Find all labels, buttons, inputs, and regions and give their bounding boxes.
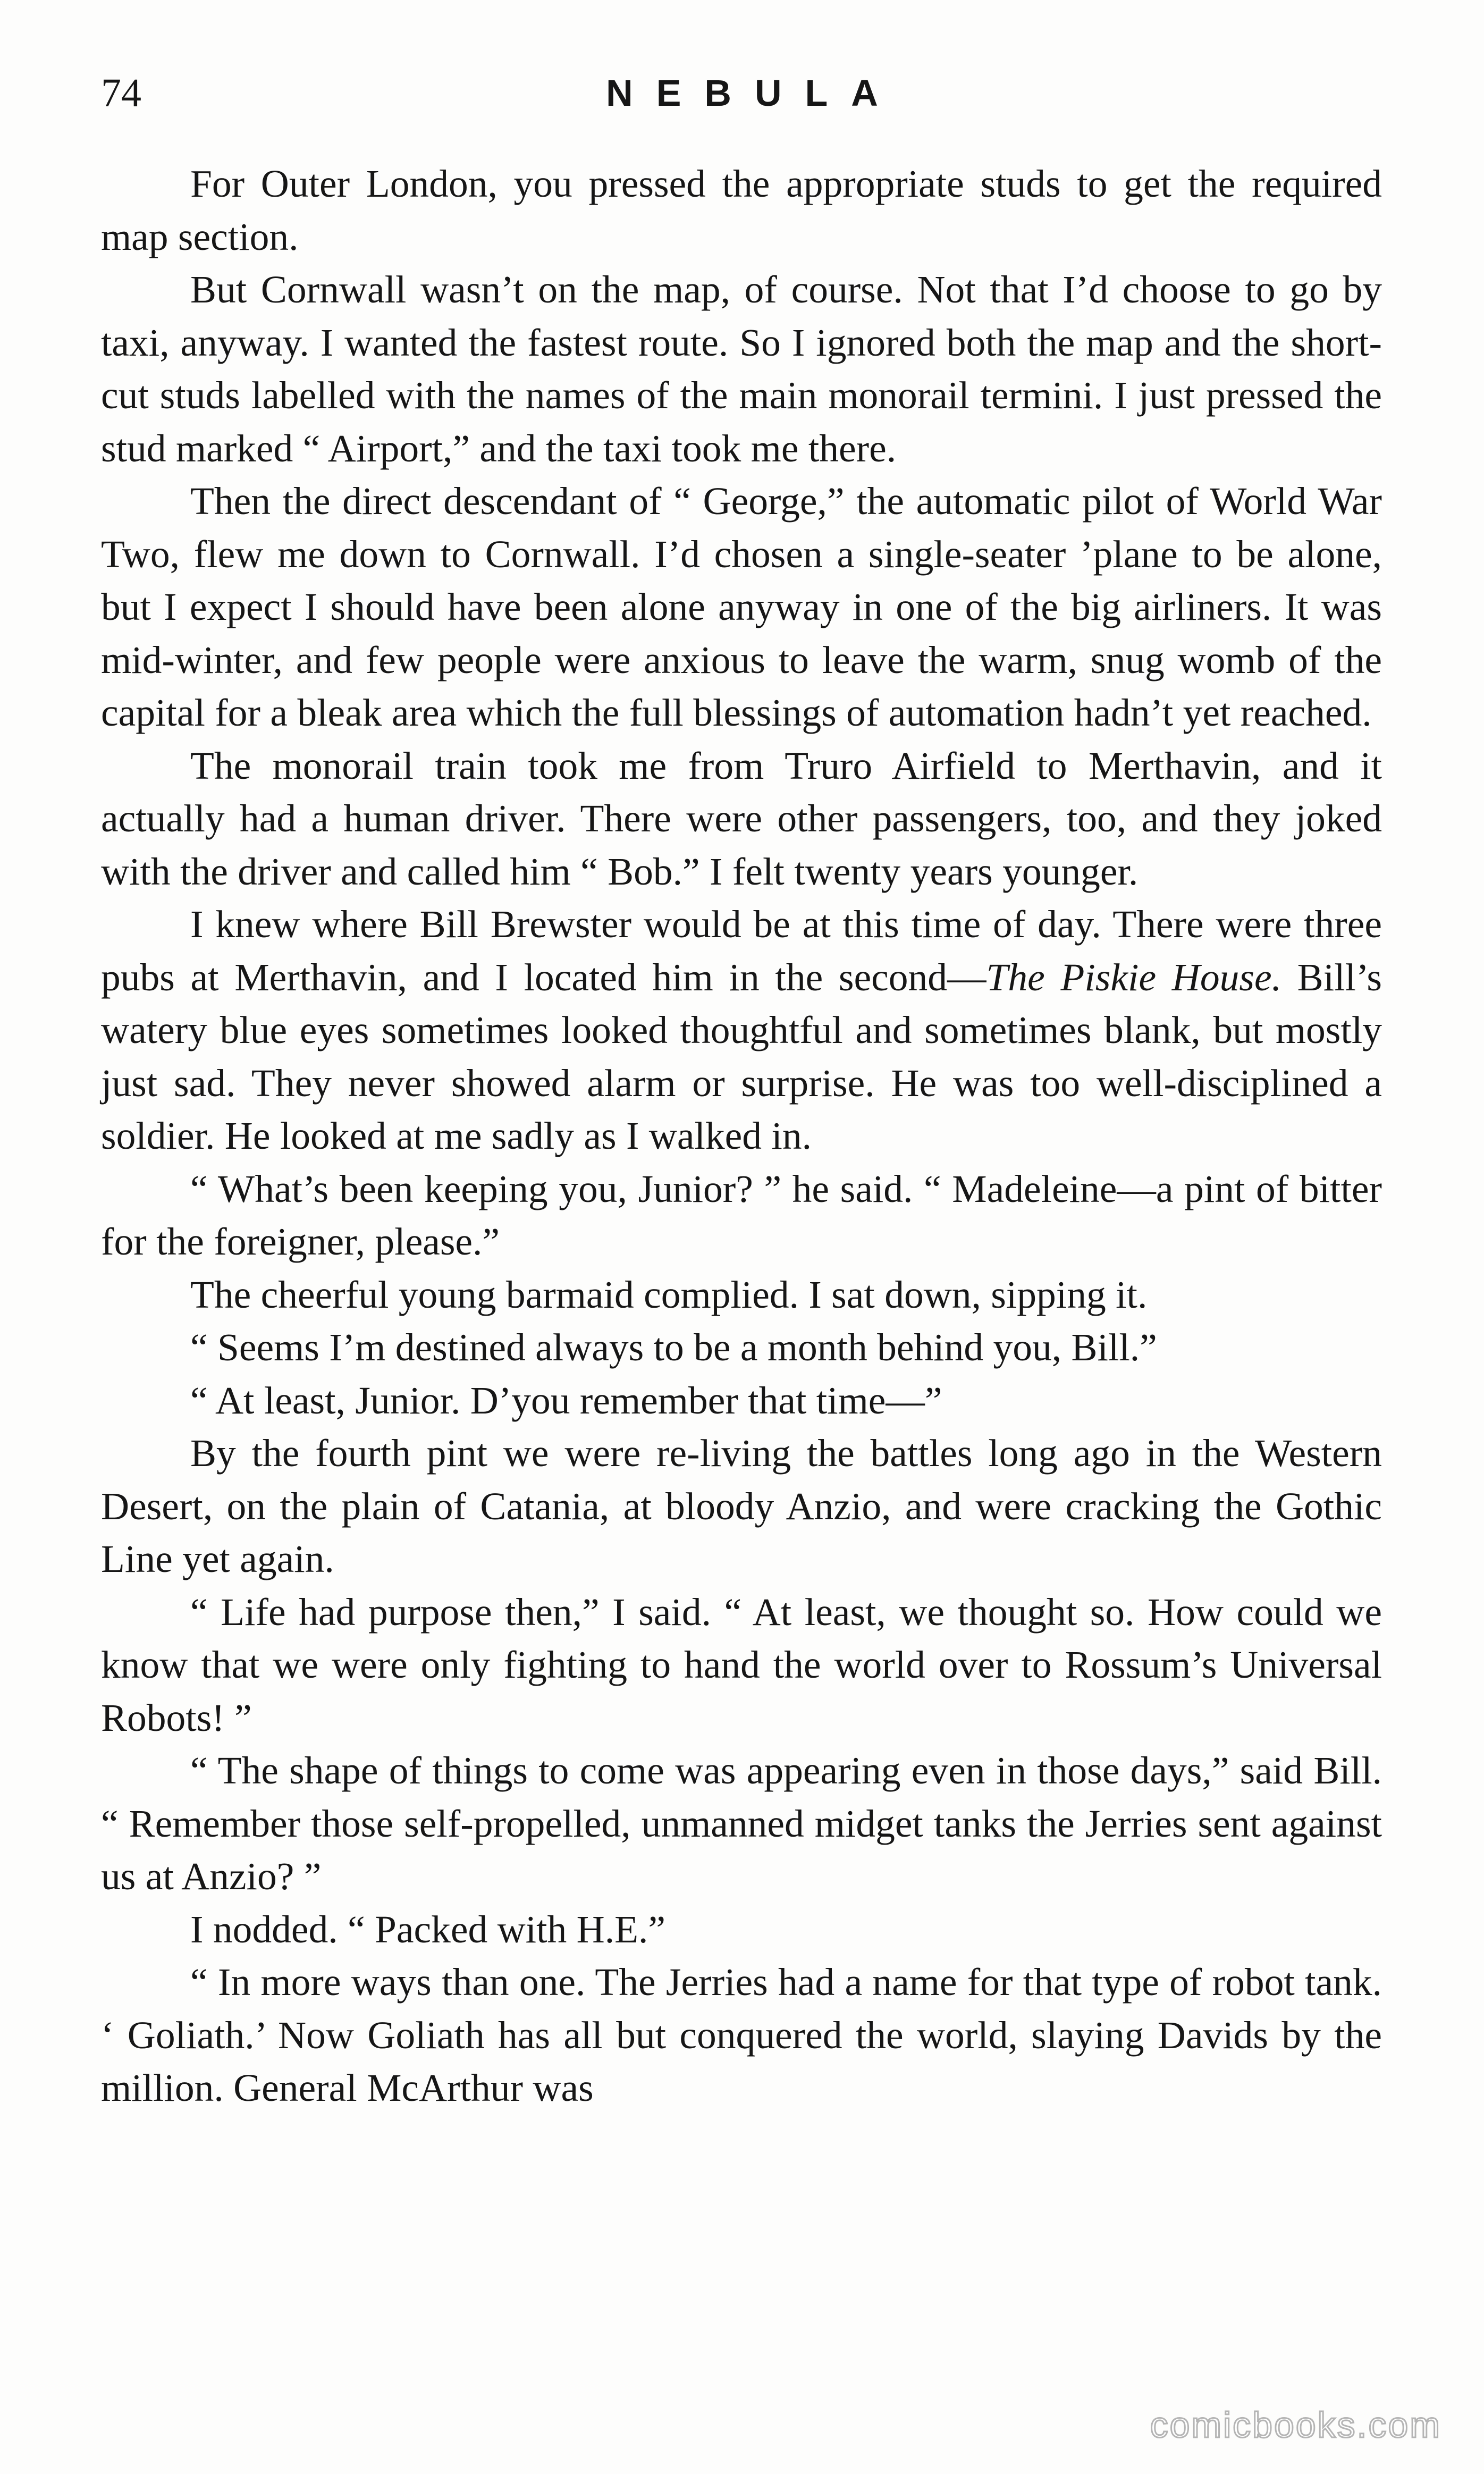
- paragraph: But Cornwall wasn’t on the map, of course. Not that I’d choose to go by taxi, anyway. I wanted the fastest route. So I ignored both the map and the short-cut studs labelled with the names of the main monorail termini. I just pressed the stud marked “ Airport,” and the taxi took me there.: [101, 268, 1382, 470]
- paragraph-text: Bill’s watery blue eyes sometimes looked thoughtful and sometimes blank, but mostly just sad. They never showed alarm or surprise. He was too well-disciplined a soldier. He looked at me sadly as I walked in.: [101, 955, 1382, 1157]
- paragraph: “ Seems I’m destined always to be a month behind you, Bill.”: [190, 1326, 1157, 1369]
- paragraph: “ Life had purpose then,” I said. “ At least, we thought so. How could we know that we were only fighting to hand the world over to Rossum’s Universal Robots! ”: [101, 1590, 1382, 1739]
- paragraph: “ In more ways than one. The Jerries had a name for that type of robot tank. ‘ Goliath.’ Now Goliath has all but conquered the world, slaying Davids by the million. General McArthur was: [101, 1960, 1382, 2109]
- paragraph: “ At least, Junior. D’you remember that time—”: [190, 1378, 942, 1422]
- paragraph: By the fourth pint we were re-living the battles long ago in the Western Desert, on the plain of Catania, at bloody Anzio, and were cracking the Gothic Line yet again.: [101, 1432, 1382, 1580]
- site-watermark: comicbooks.com: [1150, 2405, 1441, 2445]
- magazine-title: NEBULA: [606, 72, 901, 114]
- paragraph: The monorail train took me from Truro Airfield to Merthavin, and it actually had a human driver. There were other passengers, too, and they joked with the driver and called him “ Bob.” I felt twenty years younger.: [101, 744, 1382, 893]
- running-head: [101, 64, 1383, 122]
- story-text: [101, 157, 1382, 2115]
- paragraph: For Outer London, you pressed the appropriate studs to get the required map section.: [101, 162, 1382, 258]
- pub-name: The Piskie House.: [986, 955, 1281, 999]
- paragraph: “ The shape of things to come was appearing even in those days,” said Bill. “ Remember those self-propelled, unmanned midget tanks the Jerries sent against us at Anzio? ”: [101, 1749, 1382, 1898]
- paragraph: The cheerful young barmaid complied. I sat down, sipping it.: [190, 1273, 1148, 1316]
- page-number: 74: [101, 71, 141, 115]
- paragraph-text: I knew where Bill Brewster would be at this time of day. There were three pubs at Merthavin, and I located him in the second—: [101, 903, 1382, 999]
- paragraph: I nodded. “ Packed with H.E.”: [190, 1907, 665, 1951]
- paragraph: “ What’s been keeping you, Junior? ” he said. “ Madeleine—a pint of bitter for the foreigner, please.”: [101, 1167, 1382, 1263]
- paragraph: Then the direct descendant of “ George,” the automatic pilot of World War Two, flew me down to Cornwall. I’d chosen a single-seater ’plane to be alone, but I expect I should have been alone anyway in one of the big airliners. It was mid-winter, and few people were anxious to leave the warm, snug womb of the capital for a bleak area which the full blessings of automation hadn’t yet reached.: [101, 479, 1382, 734]
- paragraph: [101, 898, 1382, 1163]
